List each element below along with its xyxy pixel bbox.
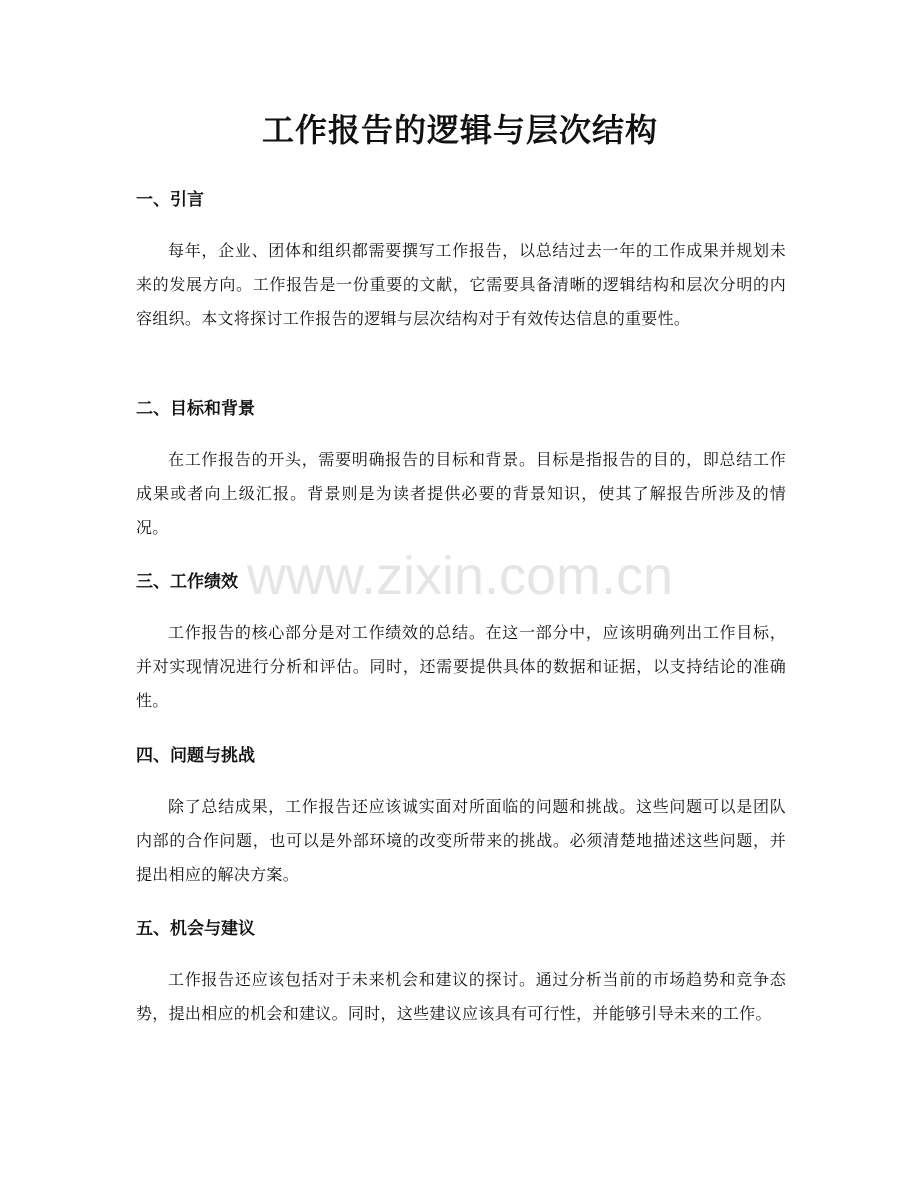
section-goals-background [136, 397, 786, 545]
section-introduction [136, 188, 786, 336]
section-heading: 三、工作绩效 [136, 572, 238, 592]
section-opportunities-suggestions [136, 917, 786, 1031]
section-paragraph: 工作报告还应该包括对于未来机会和建议的探讨。通过分析当前的市场趋势和竞争态势，提出相应的机会和建议。同时，这些建议应该具有可行性，并能够引导未来的工作。 [136, 970, 786, 1023]
section-heading: 五、机会与建议 [136, 919, 255, 939]
section-paragraph: 在工作报告的开头，需要明确报告的目标和背景。目标是指报告的目的，即总结工作成果或者向上级汇报。背景则是为读者提供必要的背景知识，使其了解报告所涉及的情况。 [136, 450, 786, 537]
section-performance [136, 570, 786, 718]
section-heading: 四、问题与挑战 [136, 746, 255, 766]
document-title: 工作报告的逻辑与层次结构 [261, 111, 658, 149]
section-paragraph: 除了总结成果，工作报告还应该诚实面对所面临的问题和挑战。这些问题可以是团队内部的合作问题，也可以是外部环境的改变所带来的挑战。必须清楚地描述这些问题，并提出相应的解决方案。 [136, 797, 786, 884]
section-heading: 二、目标和背景 [136, 399, 255, 419]
section-heading: 一、引言 [136, 190, 204, 210]
section-problems-challenges [136, 744, 786, 892]
watermark-text: www.zixin.com.cn [246, 546, 674, 606]
section-paragraph: 每年，企业、团体和组织都需要撰写工作报告，以总结过去一年的工作成果并规划未来的发展方向。工作报告是一份重要的文献，它需要具备清晰的逻辑结构和层次分明的内容组织。本文将探讨工作报告的逻辑与层次结构对于有效传达信息的重要性。 [136, 241, 786, 328]
section-paragraph: 工作报告的核心部分是对工作绩效的总结。在这一部分中，应该明确列出工作目标，并对实现情况进行分析和评估。同时，还需要提供具体的数据和证据，以支持结论的准确性。 [136, 623, 786, 710]
